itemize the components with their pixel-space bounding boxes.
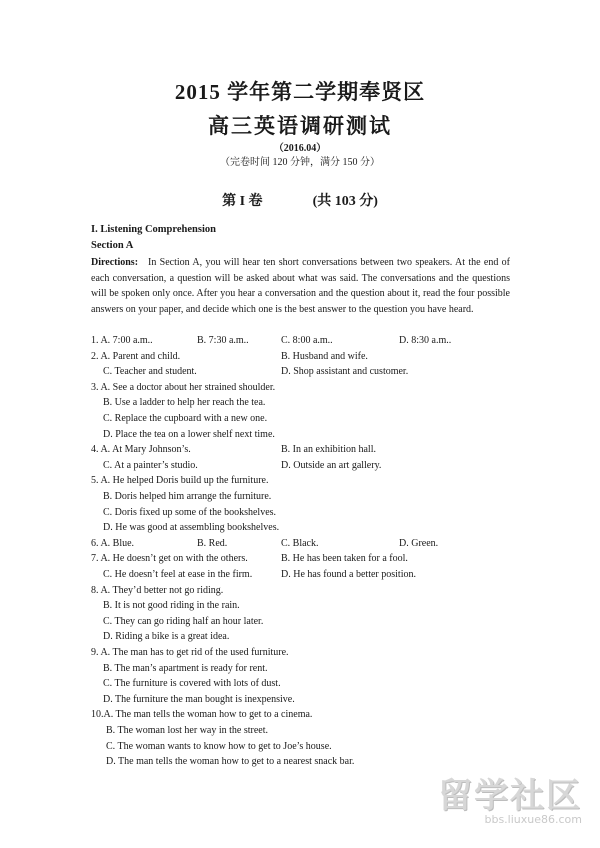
exam-title-line2: 高三英语调研测试 — [208, 114, 392, 138]
question-line — [91, 676, 531, 692]
answer-option: 3. A. See a doctor about her strained shoulder. — [91, 381, 276, 393]
section-heading: I. Listening Comprehension — [91, 224, 216, 235]
answer-option: C. The woman wants to know how to get to Joe’s house. — [106, 740, 332, 752]
answer-option: D. Riding a bike is a great idea. — [103, 631, 230, 643]
question-line — [91, 629, 531, 645]
answer-option: C. Doris fixed up some of the bookshelves. — [103, 506, 277, 518]
directions-label: Directions: — [91, 257, 139, 268]
directions-text: In Section A, you will hear ten short conversations between two speakers. At the end of each conversation, a question will be asked about what was said. The conversations and the questions will be spoken only once. After you hear a conversation and the question about it, read the four possible answers on your paper, and decide which one is the best answer to the question you have heard. — [91, 257, 511, 315]
question-line — [91, 520, 531, 536]
question-line — [91, 333, 531, 349]
question-line — [91, 364, 531, 380]
answer-option: B. The man’s apartment is ready for rent. — [103, 662, 268, 674]
answer-option: 6. A. Blue. — [91, 537, 135, 549]
answer-option: B. He has been taken for a fool. — [281, 553, 408, 565]
question-line — [91, 551, 531, 567]
question-line — [91, 645, 531, 661]
section-sub-heading: Section A — [91, 240, 134, 251]
question-line — [91, 536, 531, 552]
question-line — [91, 349, 531, 365]
answer-option: B. Red. — [197, 537, 228, 549]
answer-option: D. The man tells the woman how to get to a nearest snack bar. — [106, 756, 355, 768]
answer-option: B. It is not good riding in the rain. — [103, 600, 240, 612]
answer-option: D. Place the tea on a lower shelf next time. — [103, 428, 275, 440]
question-line — [91, 427, 531, 443]
answer-option: D. He has found a better position. — [281, 569, 416, 580]
answer-option: C. He doesn’t feel at ease in the firm. — [103, 569, 253, 580]
question-line — [91, 395, 531, 411]
exam-title-line1: 2015 学年第二学期奉贤区 — [174, 80, 426, 104]
part-heading — [0, 190, 600, 210]
question-line — [91, 442, 531, 458]
answer-option: C. The furniture is covered with lots of dust. — [103, 678, 281, 690]
answer-option: B. Doris helped him arrange the furniture. — [103, 491, 272, 502]
question-line — [91, 411, 531, 427]
answer-option: 8. A. They’d better not go riding. — [91, 584, 224, 596]
question-line — [91, 707, 531, 723]
question-line — [91, 458, 531, 474]
question-line — [91, 739, 531, 755]
answer-option: B. The woman lost her way in the street. — [106, 725, 269, 736]
answer-option: C. At a painter’s studio. — [103, 459, 198, 471]
directions-paragraph — [91, 255, 510, 317]
question-line — [91, 614, 531, 630]
answer-option: C. Black. — [281, 537, 319, 549]
answer-option: C. 8:00 a.m.. — [281, 335, 333, 346]
answer-option: 1. A. 7:00 a.m.. — [91, 335, 153, 346]
exam-date: （2016.04） — [273, 143, 327, 154]
part-score: (共 103 分) — [312, 194, 378, 209]
answer-option: 5. A. He helped Doris build up the furniture. — [91, 475, 269, 487]
watermark-logo-text: 留学社区 — [438, 776, 582, 816]
answer-option: 2. A. Parent and child. — [91, 350, 181, 362]
answer-option: D. The furniture the man bought is inexpensive. — [103, 693, 295, 705]
question-line — [91, 583, 531, 599]
question-line — [91, 692, 531, 708]
answer-option: D. He was good at assembling bookshelves. — [103, 522, 280, 534]
question-line — [91, 661, 531, 677]
question-line — [91, 473, 531, 489]
question-line — [91, 598, 531, 614]
part-label: 第 I 卷 — [222, 194, 263, 209]
question-line — [91, 567, 531, 583]
question-line — [91, 380, 531, 396]
answer-option: B. Use a ladder to help her reach the tea. — [103, 397, 266, 409]
answer-option: B. Husband and wife. — [281, 350, 368, 362]
site-watermark — [438, 768, 582, 826]
watermark-url: bbs.liuxue86.com — [484, 813, 582, 826]
answer-option: 7. A. He doesn’t get on with the others. — [91, 553, 248, 565]
exam-time-note: （完卷时间 120 分钟，满分 150 分） — [220, 157, 380, 168]
answer-option: 10.A. The man tells the woman how to get to a cinema. — [91, 709, 313, 721]
answer-option: C. Teacher and student. — [103, 366, 197, 378]
answer-option: D. Green. — [399, 537, 439, 549]
question-line — [91, 505, 531, 521]
answer-option: D. Outside an art gallery. — [281, 459, 382, 471]
question-line — [91, 489, 531, 505]
question-line — [91, 723, 531, 739]
answer-option: D. Shop assistant and customer. — [281, 366, 409, 378]
answer-option: D. 8:30 a.m.. — [399, 335, 452, 346]
answer-option: C. Replace the cupboard with a new one. — [103, 413, 268, 424]
answer-option: B. 7:30 a.m.. — [197, 335, 249, 346]
answer-option: B. In an exhibition hall. — [281, 444, 376, 456]
answer-option: 9. A. The man has to get rid of the used furniture. — [91, 647, 289, 658]
answer-option: 4. A. At Mary Johnson’s. — [91, 444, 191, 456]
answer-option: C. They can go riding half an hour later. — [103, 615, 264, 627]
